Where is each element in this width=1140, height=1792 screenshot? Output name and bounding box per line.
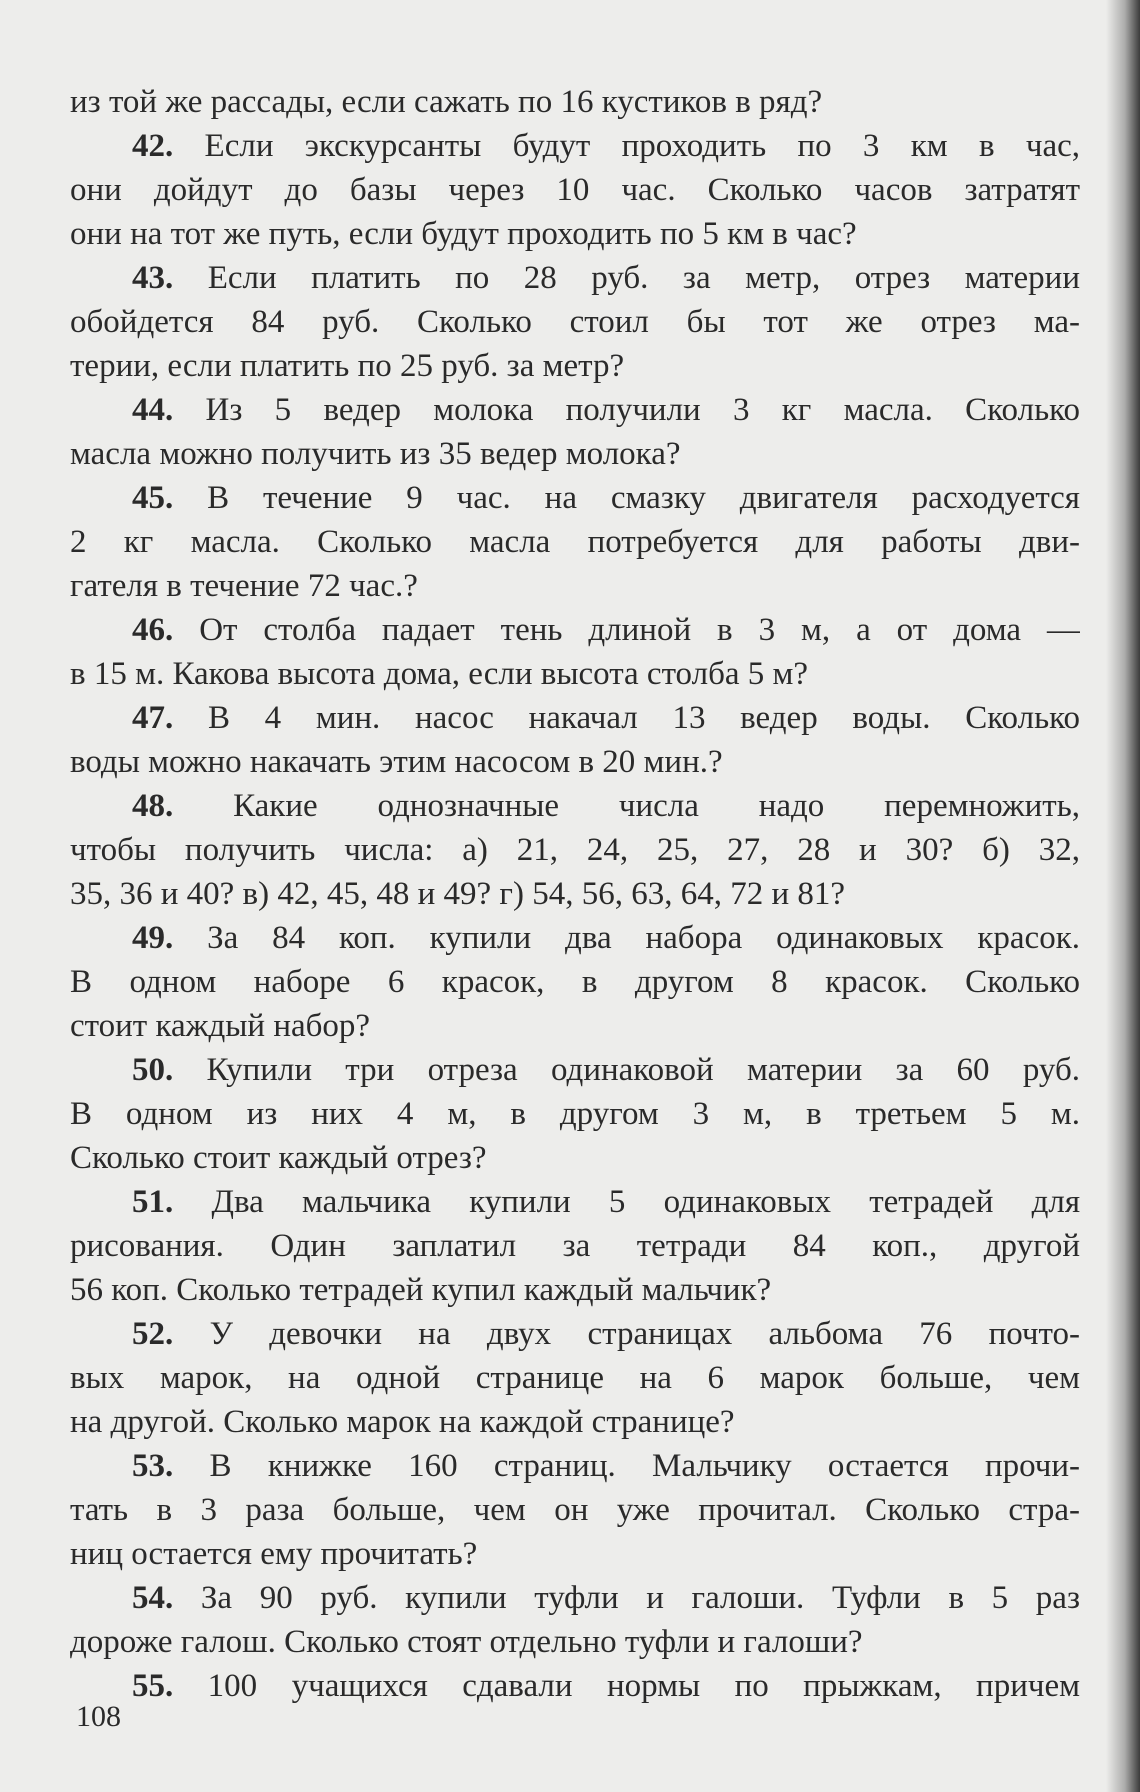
line-text: в 15 м. Какова высота дома, если высота столба 5 м?	[70, 656, 809, 692]
text-line	[70, 1488, 1080, 1532]
text-line	[70, 300, 1080, 344]
text-line	[70, 1444, 1080, 1488]
line-text: обойдется 84 руб. Сколько стоил бы тот же отрез ма-	[70, 304, 1080, 340]
line-text: От столба падает тень длиной в 3 м, а от дома —	[173, 612, 1080, 648]
line-text: Из 5 ведер молока получили 3 кг масла. Сколько	[173, 392, 1080, 428]
line-text: тать в 3 раза больше, чем он уже прочитал. Сколько стра-	[70, 1492, 1080, 1528]
text-line	[70, 916, 1080, 960]
text-line	[70, 652, 1080, 696]
line-text: Купили три отреза одинаковой материи за 60 руб.	[173, 1052, 1080, 1088]
text-line	[70, 1400, 1080, 1444]
line-text: Какие однозначные числа надо перемножить,	[173, 788, 1080, 824]
text-line	[70, 608, 1080, 652]
text-line	[70, 740, 1080, 784]
problem-number: 50.	[132, 1052, 174, 1088]
line-text: В 4 мин. насос накачал 13 ведер воды. Сколько	[173, 700, 1080, 736]
problem-number: 55.	[132, 1668, 174, 1704]
line-text: 35, 36 и 40? в) 42, 45, 48 и 49? г) 54, 56, 63, 64, 72 и 81?	[70, 876, 846, 912]
line-text: чтобы получить числа: а) 21, 24, 25, 27, 28 и 30? б) 32,	[70, 832, 1080, 868]
line-text: рисования. Один заплатил за тетради 84 коп., другой	[70, 1228, 1080, 1264]
text-line	[70, 1136, 1080, 1180]
line-text: терии, если платить по 25 руб. за метр?	[70, 348, 625, 384]
text-line	[70, 1224, 1080, 1268]
line-text: ниц остается ему прочитать?	[70, 1536, 478, 1572]
text-line	[70, 1004, 1080, 1048]
line-text: они на тот же путь, если будут проходить по 5 км в час?	[70, 216, 857, 252]
line-text: масла можно получить из 35 ведер молока?	[70, 436, 681, 472]
text-line	[70, 1268, 1080, 1312]
line-text: Если платить по 28 руб. за метр, отрез материи	[173, 260, 1080, 296]
problem-number: 49.	[132, 920, 174, 956]
text-line	[70, 960, 1080, 1004]
line-text: 56 коп. Сколько тетрадей купил каждый мальчик?	[70, 1272, 772, 1308]
line-text: За 84 коп. купили два набора одинаковых красок.	[173, 920, 1080, 956]
line-text: В одном из них 4 м, в другом 3 м, в третьем 5 м.	[70, 1096, 1080, 1132]
text-line	[70, 1356, 1080, 1400]
line-text: Сколько стоит каждый отрез?	[70, 1140, 487, 1176]
line-text: У девочки на двух страницах альбома 76 почто-	[173, 1316, 1080, 1352]
line-text: стоит каждый набор?	[70, 1008, 371, 1044]
problem-number: 52.	[132, 1316, 174, 1352]
line-text: За 90 руб. купили туфли и галоши. Туфли в 5 раз	[173, 1580, 1080, 1616]
line-text: В одном наборе 6 красок, в другом 8 красок. Сколько	[70, 964, 1080, 1000]
text-line	[70, 388, 1080, 432]
text-line	[70, 476, 1080, 520]
line-text: на другой. Сколько марок на каждой странице?	[70, 1404, 735, 1440]
spine-shadow	[1106, 0, 1140, 1792]
text-line	[70, 1664, 1080, 1708]
text-line	[70, 1312, 1080, 1356]
text-line	[70, 344, 1080, 388]
problem-number: 46.	[132, 612, 174, 648]
text-line	[70, 1576, 1080, 1620]
text-line	[70, 212, 1080, 256]
page-number: 108	[76, 1700, 121, 1733]
text-line	[70, 124, 1080, 168]
problem-number: 42.	[132, 128, 174, 164]
text-line	[70, 784, 1080, 828]
problem-number: 44.	[132, 392, 174, 428]
text-line	[70, 1620, 1080, 1664]
text-line	[70, 564, 1080, 608]
line-text: В книжке 160 страниц. Мальчику остается прочи-	[173, 1448, 1080, 1484]
line-text: 2 кг масла. Сколько масла потребуется для работы дви-	[70, 524, 1080, 560]
text-line	[70, 1092, 1080, 1136]
line-text: воды можно накачать этим насосом в 20 мин.?	[70, 744, 723, 780]
line-text: дороже галош. Сколько стоят отдельно туфли и галоши?	[70, 1624, 863, 1660]
text-line	[70, 80, 1080, 124]
text-line	[70, 828, 1080, 872]
text-line	[70, 432, 1080, 476]
line-text: гателя в течение 72 час.?	[70, 568, 418, 604]
line-text: 100 учащихся сдавали нормы по прыжкам, причем	[173, 1668, 1080, 1704]
problem-number: 43.	[132, 260, 174, 296]
line-text: Если экскурсанты будут проходить по 3 км в час,	[173, 128, 1080, 164]
line-text: они дойдут до базы через 10 час. Сколько часов затратят	[70, 172, 1080, 208]
text-line	[70, 1048, 1080, 1092]
text-line	[70, 696, 1080, 740]
problem-number: 51.	[132, 1184, 174, 1220]
line-text: Два мальчика купили 5 одинаковых тетрадей для	[173, 1184, 1080, 1220]
text-line	[70, 256, 1080, 300]
problem-number: 53.	[132, 1448, 174, 1484]
text-line	[70, 872, 1080, 916]
problem-number: 48.	[132, 788, 174, 824]
line-text: из той же рассады, если сажать по 16 кустиков в ряд?	[70, 84, 823, 120]
text-line	[70, 168, 1080, 212]
problem-text-block	[70, 80, 1080, 1708]
text-line	[70, 1532, 1080, 1576]
problem-number: 47.	[132, 700, 174, 736]
problem-number: 54.	[132, 1580, 174, 1616]
line-text: вых марок, на одной странице на 6 марок больше, чем	[70, 1360, 1080, 1396]
text-line	[70, 1180, 1080, 1224]
problem-number: 45.	[132, 480, 174, 516]
line-text: В течение 9 час. на смазку двигателя расходуется	[173, 480, 1080, 516]
text-line	[70, 520, 1080, 564]
